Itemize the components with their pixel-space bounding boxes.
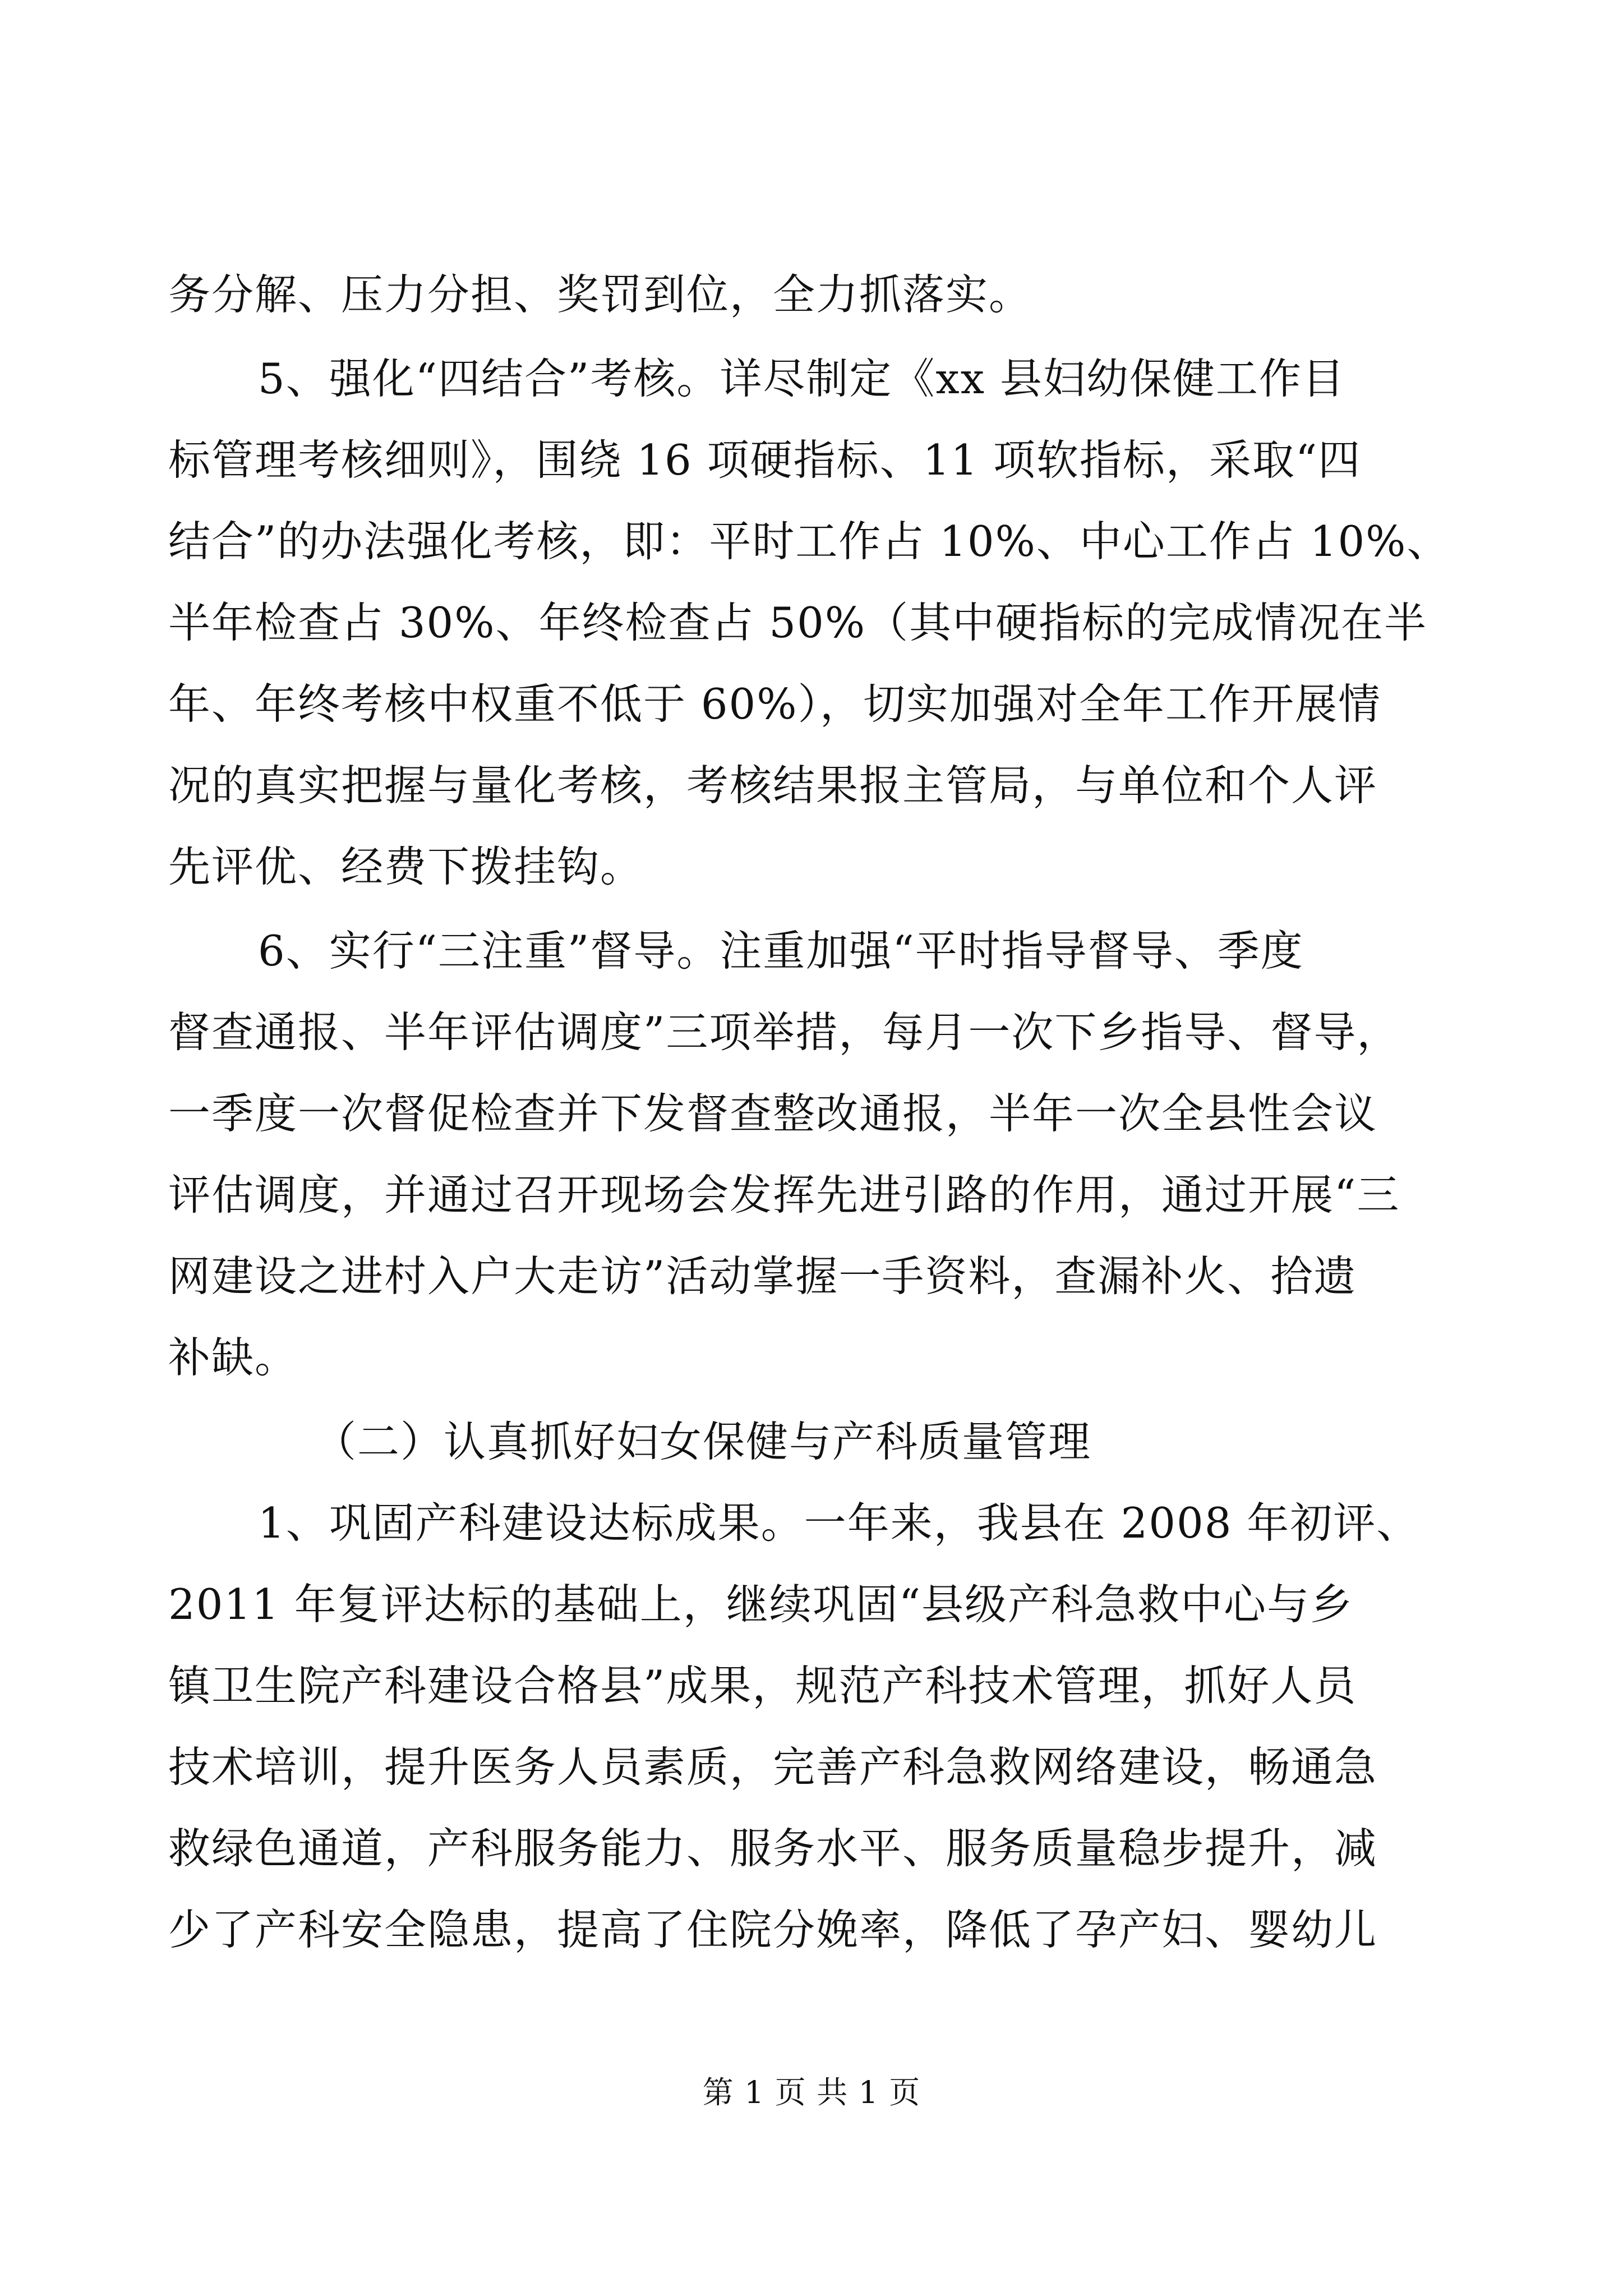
paragraph-line-1: 务分解、压力分担、奖罚到位，全力抓落实。	[168, 270, 1032, 319]
page-footer: 第 1 页 共 1 页	[702, 2074, 921, 2110]
section-heading: （二）认真抓好妇女保健与产科质量管理	[314, 1417, 1092, 1466]
paragraph-line-12: 评估调度，并通过召开现场会发挥先进引路的作用，通过开展“三	[168, 1170, 1400, 1220]
paragraph-line-16: 1、巩固产科建设达标成果。一年来，我县在 2008 年初评、	[258, 1498, 1420, 1548]
paragraph-line-19: 技术培训，提升医务人员素质，完善产科急救网络建设，畅通急	[168, 1742, 1378, 1792]
paragraph-line-3: 标管理考核细则》，围绕 16 项硬指标、11 项软指标，采取“四	[168, 435, 1362, 485]
paragraph-line-7: 况的真实把握与量化考核，考核结果报主管局，与单位和个人评	[168, 761, 1378, 810]
paragraph-line-2: 5、强化“四结合”考核。详尽制定《xx 县妇幼保健工作目	[258, 354, 1345, 403]
paragraph-line-11: 一季度一次督促检查并下发督查整改通报，半年一次全县性会议	[168, 1089, 1378, 1138]
paragraph-line-4: 结合”的办法强化考核，即：平时工作占 10%、中心工作占 10%、	[168, 517, 1450, 566]
paragraph-line-5: 半年检查占 30%、年终检查占 50%（其中硬指标的完成情况在半	[168, 598, 1428, 647]
paragraph-line-9: 6、实行“三注重”督导。注重加强“平时指导督导、季度	[258, 926, 1304, 976]
paragraph-line-18: 镇卫生院产科建设合格县”成果，规范产科技术管理，抓好人员	[168, 1661, 1357, 1710]
paragraph-line-6: 年、年终考核中权重不低于 60%），切实加强对全年工作开展情	[168, 679, 1382, 729]
paragraph-line-14: 补缺。	[168, 1333, 298, 1382]
paragraph-line-21: 少了产科安全隐患，提高了住院分娩率，降低了孕产妇、婴幼儿	[168, 1905, 1378, 1954]
paragraph-line-13: 网建设之进村入户大走访”活动掌握一手资料，查漏补火、拾遗	[168, 1251, 1357, 1301]
paragraph-line-10: 督查通报、半年评估调度”三项举措，每月一次下乡指导、督导，	[168, 1007, 1400, 1057]
paragraph-line-20: 救绿色通道，产科服务能力、服务水平、服务质量稳步提升，减	[168, 1824, 1378, 1873]
paragraph-line-17: 2011 年复评达标的基础上，继续巩固“县级产科急救中心与乡	[168, 1580, 1354, 1629]
paragraph-line-8: 先评优、经费下拨挂钩。	[168, 842, 644, 891]
